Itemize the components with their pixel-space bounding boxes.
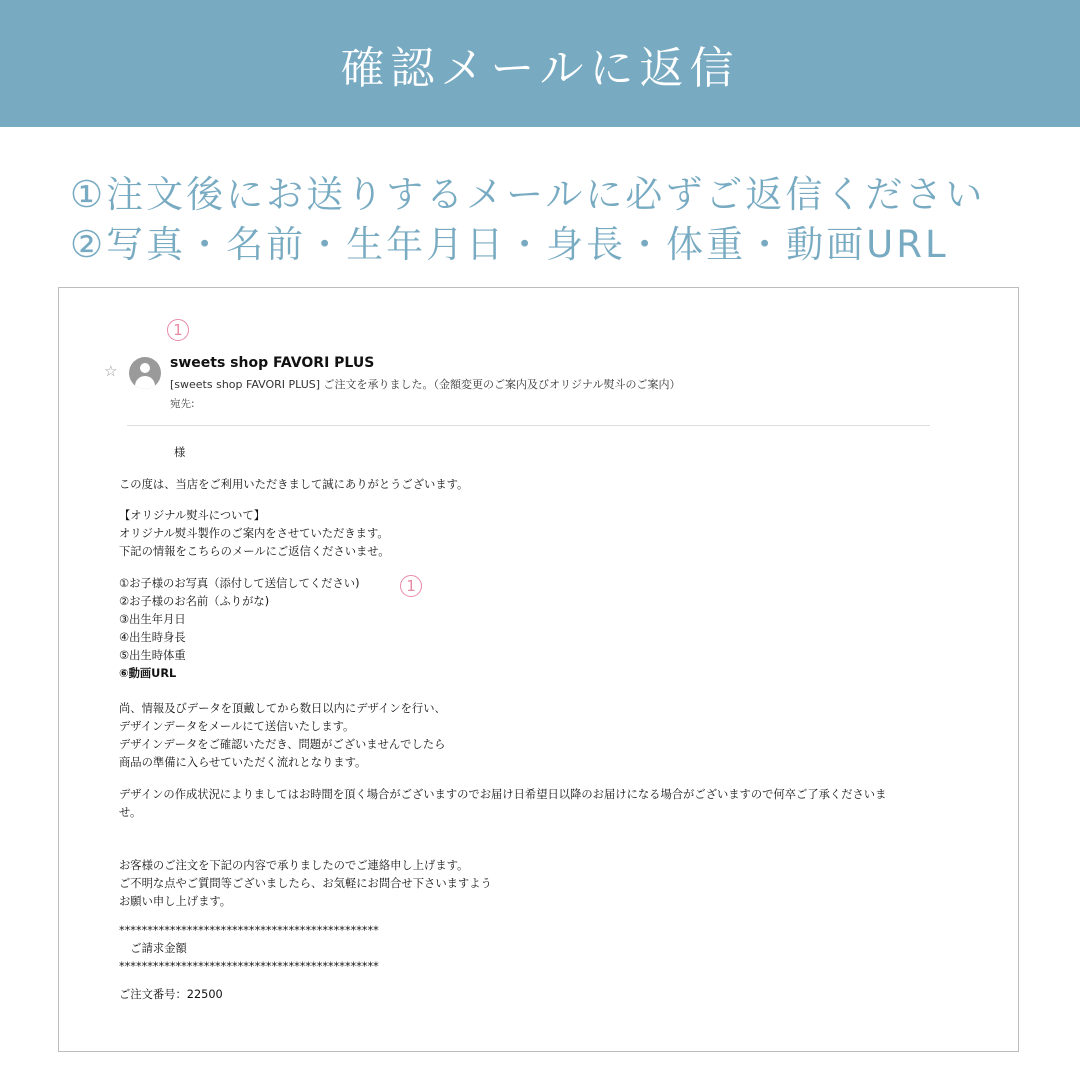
salutation: 様: [174, 446, 186, 459]
avatar-head-shape: [140, 363, 150, 373]
list-item: ⑥動画URL: [119, 667, 177, 680]
header-banner: [0, 0, 1080, 127]
delay-line: デザインの作成状況によりましてはお時間を頂く場合がございますのでお届け日希望日以降のお届けになる場合がございますので何卒ご了承くださいま: [119, 788, 887, 801]
instructions: [70, 170, 985, 270]
delay-line: せ。: [119, 806, 142, 819]
avatar-body-shape: [135, 376, 155, 389]
note-line: デザインデータをメールにて送信いたします。: [119, 720, 355, 733]
order-line: お客様のご注文を下記の内容で承りましたのでご連絡申し上げます。: [119, 859, 469, 872]
step-marker-label: 1: [406, 577, 416, 595]
order-line: お願い申し上げます。: [119, 895, 232, 908]
stars-separator: **********************************************: [119, 960, 379, 973]
note-line: 尚、情報及びデータを頂戴してから数日以内にデザインを行い、: [119, 702, 446, 715]
list-item: ④出生時身長: [119, 631, 186, 644]
note-line: デザインデータをご確認いただき、問題がございませんでしたら: [119, 738, 446, 751]
header-divider: [127, 425, 930, 426]
email-subject: [sweets shop FAVORI PLUS] ご注文を承りました。（金額変更のご案内及びオリジナル熨斗のご案内）: [170, 378, 681, 391]
step-marker-label: 1: [173, 321, 183, 339]
list-item: ①お子様のお写真（添付して送信してください): [119, 577, 360, 590]
note-section: [119, 700, 939, 772]
list-item: ⑤出生時体重: [119, 649, 186, 662]
noshi-line: 【オリジナル熨斗について】: [119, 509, 266, 522]
delay-notice: [119, 786, 939, 822]
order-number: ご注文番号：22500: [119, 988, 223, 1001]
list-item: ③出生年月日: [119, 613, 186, 626]
list-item: ②お子様のお名前（ふりがな): [119, 595, 270, 608]
recipient-label: 宛先:: [170, 398, 195, 410]
billing-section: [119, 922, 939, 976]
billing-label: ご請求金額: [119, 942, 187, 955]
stars-separator: **********************************************: [119, 924, 379, 937]
greeting: この度は、当店をご利用いただきまして誠にありがとうございます。: [119, 478, 469, 491]
order-section: [119, 857, 939, 911]
info-list: [119, 575, 939, 683]
step-marker-list: [400, 575, 422, 597]
note-line: 商品の準備に入らせていただく流れとなります。: [119, 756, 367, 769]
instruction-line-1: ①注文後にお送りするメールに必ずご返信ください: [70, 173, 986, 216]
instruction-line-2: ②写真・名前・生年月日・身長・体重・動画URL: [70, 223, 949, 266]
avatar: [129, 357, 161, 389]
star-icon[interactable]: ☆: [104, 362, 118, 380]
banner-title: 確認メールに返信: [340, 42, 740, 94]
order-line: ご不明な点やご質問等ございましたら、お気軽にお問合せ下さいますよう: [119, 877, 492, 890]
email-screenshot-frame: [58, 287, 1019, 1052]
noshi-line: 下記の情報をこちらのメールにご返信くださいませ。: [119, 545, 390, 558]
noshi-section: [119, 507, 939, 561]
sender-name: sweets shop FAVORI PLUS: [170, 355, 375, 371]
step-marker-top: [167, 319, 189, 341]
noshi-line: オリジナル熨斗製作のご案内をさせていただきます。: [119, 527, 389, 540]
